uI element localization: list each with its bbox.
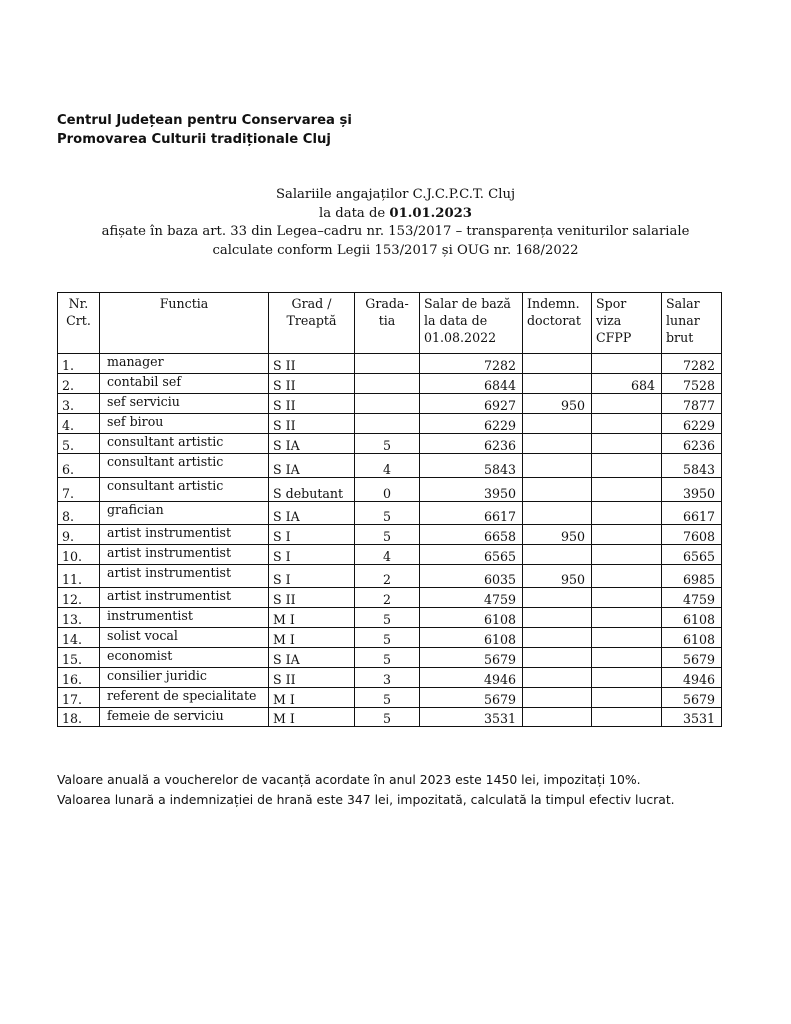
cell-gradatia: 5 [355, 648, 420, 668]
cell-salar-baza: 6108 [420, 628, 523, 648]
table-header-row [58, 293, 722, 354]
cell-gradatia: 2 [355, 588, 420, 608]
header-nr-line-1: Nr. [68, 296, 89, 311]
intro-date-prefix: la data de [319, 205, 390, 221]
cell-nr: 13. [58, 608, 100, 628]
table-row [58, 374, 722, 394]
cell-indemn-doctorat [523, 478, 592, 502]
cell-salar-brut: 6229 [662, 414, 722, 434]
header-indemn-line-2: doctorat [527, 313, 581, 328]
cell-nr: 2. [58, 374, 100, 394]
cell-gradatia: 4 [355, 454, 420, 478]
cell-salar-brut: 5679 [662, 688, 722, 708]
cell-spor-cfpp [592, 588, 662, 608]
header-spor-line-3: CFPP [596, 330, 632, 345]
cell-salar-brut: 4759 [662, 588, 722, 608]
cell-nr: 10. [58, 545, 100, 565]
table-row [58, 502, 722, 525]
cell-spor-cfpp [592, 608, 662, 628]
header-grad-line-1: Grad / [291, 296, 332, 311]
cell-functia: consultant artistic [100, 454, 269, 478]
cell-spor-cfpp [592, 354, 662, 374]
cell-grad: M I [269, 688, 355, 708]
header-spor-cfpp [592, 293, 662, 354]
header-brut-line-2: lunar [666, 313, 700, 328]
cell-grad: S debutant [269, 478, 355, 502]
cell-salar-brut: 7528 [662, 374, 722, 394]
cell-gradatia [355, 354, 420, 374]
cell-gradatia: 5 [355, 688, 420, 708]
cell-functia: femeie de serviciu [100, 708, 269, 727]
cell-functia: artist instrumentist [100, 545, 269, 565]
cell-nr: 16. [58, 668, 100, 688]
cell-salar-baza: 6236 [420, 434, 523, 454]
cell-grad: S I [269, 525, 355, 545]
header-salar-brut [662, 293, 722, 354]
cell-gradatia: 0 [355, 478, 420, 502]
cell-salar-baza: 7282 [420, 354, 523, 374]
cell-spor-cfpp [592, 502, 662, 525]
cell-nr: 9. [58, 525, 100, 545]
cell-functia: sef serviciu [100, 394, 269, 414]
cell-salar-brut: 7282 [662, 354, 722, 374]
cell-indemn-doctorat [523, 414, 592, 434]
meal-allowance-note: Valoarea lunară a indemnizației de hrană este 347 lei, impozitată, calculată la timpul efectiv lucrat. [57, 792, 675, 807]
cell-salar-brut: 6108 [662, 628, 722, 648]
header-salar-baza-line-1: Salar de bază [424, 296, 511, 311]
cell-nr: 6. [58, 454, 100, 478]
cell-salar-brut: 5679 [662, 648, 722, 668]
cell-salar-baza: 4946 [420, 668, 523, 688]
cell-gradatia: 5 [355, 434, 420, 454]
intro-legal-basis-2: calculate conform Legii 153/2017 și OUG nr. 168/2022 [212, 242, 579, 258]
cell-indemn-doctorat: 950 [523, 394, 592, 414]
cell-grad: S IA [269, 502, 355, 525]
cell-gradatia [355, 374, 420, 394]
intro-title: Salariile angajaților C.J.C.P.C.T. Cluj [275, 187, 516, 202]
cell-spor-cfpp [592, 668, 662, 688]
cell-spor-cfpp [592, 545, 662, 565]
cell-salar-brut: 6108 [662, 608, 722, 628]
cell-grad: M I [269, 708, 355, 727]
cell-nr: 18. [58, 708, 100, 727]
cell-functia: artist instrumentist [100, 525, 269, 545]
cell-nr: 8. [58, 502, 100, 525]
table-row [58, 525, 722, 545]
cell-salar-baza: 3531 [420, 708, 523, 727]
cell-functia: artist instrumentist [100, 588, 269, 608]
cell-grad: S IA [269, 434, 355, 454]
table-row [58, 434, 722, 454]
cell-grad: S II [269, 414, 355, 434]
header-grad [269, 293, 355, 354]
cell-indemn-doctorat: 950 [523, 525, 592, 545]
cell-indemn-doctorat: 950 [523, 565, 592, 588]
cell-indemn-doctorat [523, 628, 592, 648]
cell-nr: 5. [58, 434, 100, 454]
cell-grad: S IA [269, 648, 355, 668]
cell-indemn-doctorat [523, 588, 592, 608]
cell-grad: M I [269, 628, 355, 648]
cell-grad: S II [269, 588, 355, 608]
organization-name [57, 111, 477, 149]
cell-grad: S I [269, 565, 355, 588]
table-row [58, 588, 722, 608]
header-indemn-doctorat [523, 293, 592, 354]
header-spor-line-1: Spor [596, 296, 627, 311]
cell-spor-cfpp [592, 478, 662, 502]
intro-date: 01.01.2023 [389, 205, 472, 221]
cell-salar-brut: 6985 [662, 565, 722, 588]
cell-grad: M I [269, 608, 355, 628]
table-row [58, 394, 722, 414]
cell-spor-cfpp [592, 434, 662, 454]
cell-salar-baza: 6565 [420, 545, 523, 565]
cell-spor-cfpp [592, 648, 662, 668]
cell-functia: consultant artistic [100, 478, 269, 502]
cell-indemn-doctorat [523, 648, 592, 668]
cell-indemn-doctorat [523, 434, 592, 454]
table-row [58, 414, 722, 434]
cell-grad: S II [269, 668, 355, 688]
cell-salar-brut: 7877 [662, 394, 722, 414]
cell-functia: consultant artistic [100, 434, 269, 454]
vacation-voucher-note: Valoare anuală a voucherelor de vacanță acordate în anul 2023 este 1450 lei, impozitați 10%. [57, 772, 641, 787]
cell-functia: economist [100, 648, 269, 668]
cell-indemn-doctorat [523, 688, 592, 708]
cell-salar-baza: 6844 [420, 374, 523, 394]
cell-spor-cfpp [592, 525, 662, 545]
header-salar-baza-line-3: 01.08.2022 [424, 330, 497, 345]
cell-salar-brut: 3531 [662, 708, 722, 727]
footnotes [57, 770, 777, 810]
cell-functia: consilier juridic [100, 668, 269, 688]
cell-salar-brut: 7608 [662, 525, 722, 545]
table-row [58, 708, 722, 727]
header-brut-line-3: brut [666, 330, 694, 345]
cell-grad: S IA [269, 454, 355, 478]
cell-salar-brut: 6565 [662, 545, 722, 565]
cell-salar-baza: 6927 [420, 394, 523, 414]
header-brut-line-1: Salar [666, 296, 700, 311]
header-grad-line-2: Treaptă [286, 313, 337, 328]
cell-salar-brut: 6617 [662, 502, 722, 525]
header-gradatia-line-2: tia [378, 313, 396, 328]
cell-nr: 7. [58, 478, 100, 502]
header-indemn-line-1: Indemn. [527, 296, 580, 311]
cell-functia: manager [100, 354, 269, 374]
cell-nr: 15. [58, 648, 100, 668]
header-salar-baza [420, 293, 523, 354]
cell-nr: 4. [58, 414, 100, 434]
cell-functia: solist vocal [100, 628, 269, 648]
cell-salar-baza: 5679 [420, 688, 523, 708]
cell-gradatia: 5 [355, 708, 420, 727]
intro-legal-basis: afișate în baza art. 33 din Legea–cadru nr. 153/2017 – transparența veniturilor salariale [101, 224, 690, 239]
cell-indemn-doctorat [523, 454, 592, 478]
cell-salar-baza: 6108 [420, 608, 523, 628]
table-row [58, 608, 722, 628]
cell-indemn-doctorat [523, 502, 592, 525]
cell-indemn-doctorat [523, 354, 592, 374]
cell-indemn-doctorat [523, 608, 592, 628]
cell-grad: S II [269, 354, 355, 374]
cell-nr: 17. [58, 688, 100, 708]
table-row [58, 688, 722, 708]
table-row [58, 354, 722, 374]
header-nr [58, 293, 100, 354]
document-intro [0, 186, 791, 260]
table-row [58, 478, 722, 502]
table-row [58, 454, 722, 478]
cell-grad: S II [269, 394, 355, 414]
organization-name-line-2: Promovarea Culturii tradiționale Cluj [57, 132, 331, 147]
cell-gradatia [355, 394, 420, 414]
cell-grad: S II [269, 374, 355, 394]
cell-salar-brut: 5843 [662, 454, 722, 478]
cell-salar-brut: 6236 [662, 434, 722, 454]
salary-table [57, 292, 722, 727]
cell-nr: 1. [58, 354, 100, 374]
header-salar-baza-line-2: la data de [424, 313, 488, 328]
cell-indemn-doctorat [523, 668, 592, 688]
cell-spor-cfpp [592, 454, 662, 478]
cell-functia: contabil sef [100, 374, 269, 394]
cell-salar-brut: 3950 [662, 478, 722, 502]
cell-gradatia: 2 [355, 565, 420, 588]
cell-spor-cfpp [592, 565, 662, 588]
cell-functia: sef birou [100, 414, 269, 434]
header-gradatia [355, 293, 420, 354]
cell-spor-cfpp [592, 708, 662, 727]
table-row [58, 565, 722, 588]
cell-spor-cfpp [592, 628, 662, 648]
table-row [58, 668, 722, 688]
cell-indemn-doctorat [523, 545, 592, 565]
cell-spor-cfpp [592, 394, 662, 414]
intro-date-line [0, 205, 791, 224]
cell-functia: referent de specialitate [100, 688, 269, 708]
cell-gradatia [355, 414, 420, 434]
cell-gradatia: 5 [355, 628, 420, 648]
cell-gradatia: 5 [355, 525, 420, 545]
cell-salar-baza: 6617 [420, 502, 523, 525]
table-row [58, 628, 722, 648]
cell-gradatia: 4 [355, 545, 420, 565]
salary-table-body [58, 354, 722, 727]
cell-spor-cfpp [592, 688, 662, 708]
cell-salar-baza: 6229 [420, 414, 523, 434]
cell-spor-cfpp: 684 [592, 374, 662, 394]
cell-functia: artist instrumentist [100, 565, 269, 588]
cell-indemn-doctorat [523, 374, 592, 394]
cell-salar-baza: 6035 [420, 565, 523, 588]
header-functia [100, 293, 269, 354]
cell-salar-brut: 4946 [662, 668, 722, 688]
cell-salar-baza: 5679 [420, 648, 523, 668]
cell-salar-baza: 5843 [420, 454, 523, 478]
cell-nr: 3. [58, 394, 100, 414]
table-row [58, 545, 722, 565]
cell-grad: S I [269, 545, 355, 565]
header-spor-line-2: viza [596, 313, 622, 328]
cell-spor-cfpp [592, 414, 662, 434]
cell-indemn-doctorat [523, 708, 592, 727]
cell-nr: 12. [58, 588, 100, 608]
organization-name-line-1: Centrul Județean pentru Conservarea și [57, 113, 352, 128]
header-gradatia-line-1: Grada- [365, 296, 409, 311]
cell-functia: grafician [100, 502, 269, 525]
cell-gradatia: 5 [355, 502, 420, 525]
cell-salar-baza: 4759 [420, 588, 523, 608]
cell-gradatia: 5 [355, 608, 420, 628]
cell-gradatia: 3 [355, 668, 420, 688]
cell-nr: 11. [58, 565, 100, 588]
cell-nr: 14. [58, 628, 100, 648]
cell-salar-baza: 3950 [420, 478, 523, 502]
cell-salar-baza: 6658 [420, 525, 523, 545]
header-nr-line-2: Crt. [66, 313, 91, 328]
header-functia-label: Functia [159, 296, 209, 311]
cell-functia: instrumentist [100, 608, 269, 628]
table-row [58, 648, 722, 668]
